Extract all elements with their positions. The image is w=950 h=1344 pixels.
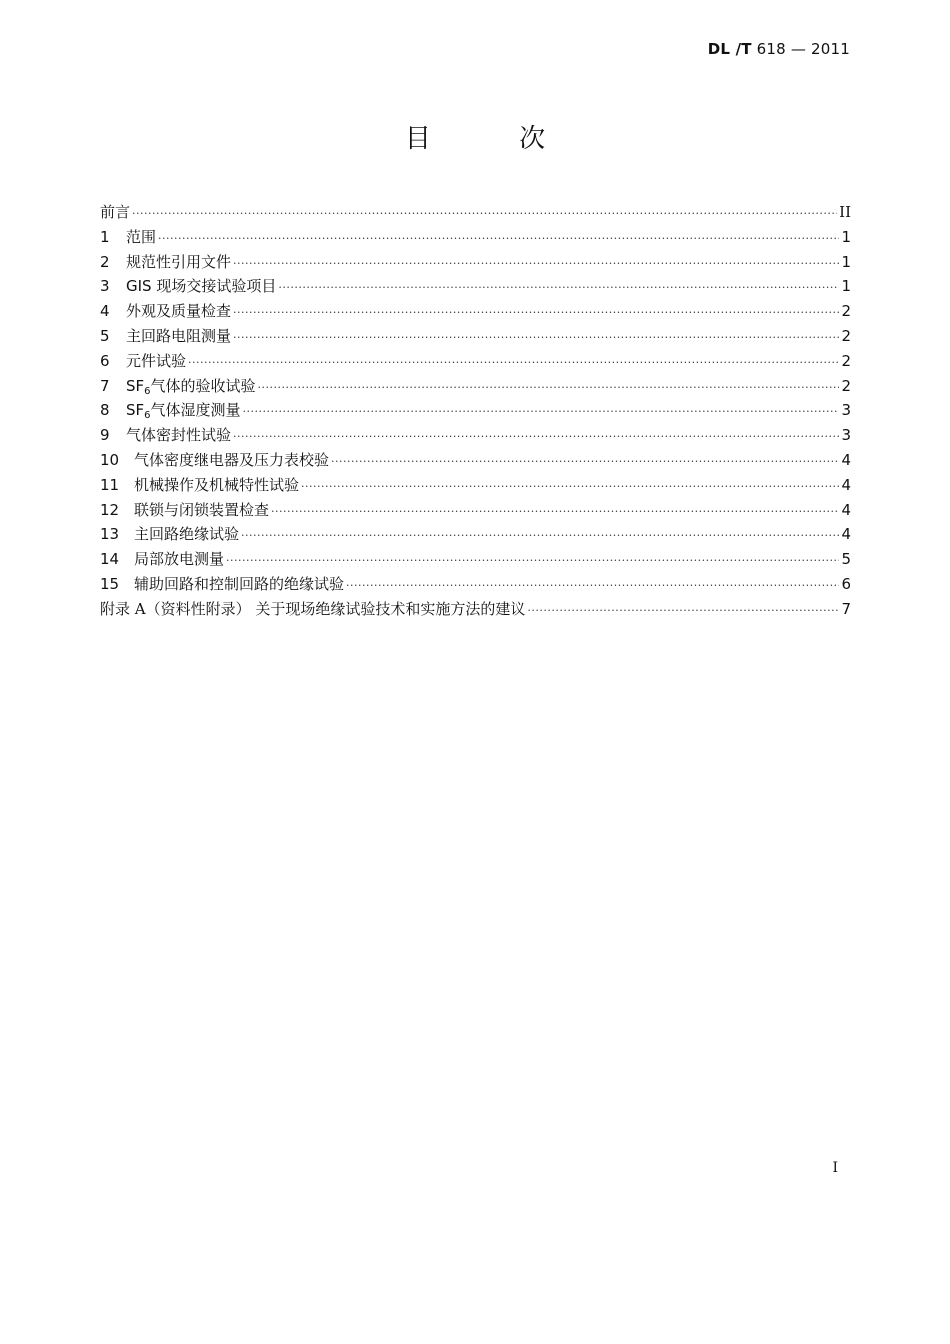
toc-entry-number: 4 xyxy=(100,302,110,321)
toc-entry-title xyxy=(134,572,344,597)
standard-prefix: DL /T xyxy=(707,40,752,58)
toc-entry-title xyxy=(134,498,269,523)
toc-entry-number: 14 xyxy=(100,550,120,569)
toc-entry-title-text: 主回路绝缘试验 xyxy=(134,525,240,544)
toc-dot-leader xyxy=(233,301,839,326)
toc-entry-number: 5 xyxy=(100,326,110,345)
toc-entry-number: 8 xyxy=(100,401,110,420)
toc-dot-leader xyxy=(271,500,839,525)
toc-entry-page: 3 xyxy=(841,401,851,420)
toc-entry-title xyxy=(134,448,329,473)
toc-entry[interactable] xyxy=(100,572,851,597)
toc-entry[interactable] xyxy=(100,324,851,349)
toc-entry-title xyxy=(126,274,276,299)
toc-entry-title-text: 外观及质量检查 xyxy=(126,302,232,321)
toc-entry-number: 12 xyxy=(100,500,120,519)
toc-dot-leader xyxy=(233,252,839,277)
toc-entry[interactable] xyxy=(100,250,851,275)
toc-entry-title xyxy=(126,398,241,423)
toc-entry-title-text: 气体的验收试验 xyxy=(150,376,256,395)
toc-entry-title-latin: SF xyxy=(126,376,145,395)
toc-dot-leader xyxy=(132,202,837,227)
toc-entry-number: 15 xyxy=(100,574,120,593)
toc-entry[interactable] xyxy=(100,200,851,225)
toc-entry-page: 4 xyxy=(841,500,851,519)
toc-entry[interactable] xyxy=(100,398,851,423)
toc-entry-title-latin: GIS xyxy=(126,277,152,296)
toc-entry-page: 3 xyxy=(841,426,851,445)
toc-entry-title xyxy=(134,547,224,572)
toc-dot-leader xyxy=(158,227,839,252)
page-number: I xyxy=(832,1160,838,1176)
toc-entry-title-text: 现场交接试验项目 xyxy=(151,277,277,296)
toc-entry[interactable] xyxy=(100,448,851,473)
toc-entry-title-text: 气体密封性试验 xyxy=(126,426,232,445)
toc-entry[interactable] xyxy=(100,473,851,498)
toc-entry[interactable] xyxy=(100,597,851,622)
toc-dot-leader xyxy=(233,425,839,450)
toc-entry-title-subscript: 6 xyxy=(144,385,151,397)
toc-dot-leader xyxy=(233,326,839,351)
toc-entry-title xyxy=(126,349,186,374)
toc-entry-title-text: 联锁与闭锁装置检查 xyxy=(134,500,270,519)
toc-entry-title-text: 机械操作及机械特性试验 xyxy=(134,475,300,494)
toc-entry-title-text: 范围 xyxy=(126,227,157,246)
toc-entry-page: 2 xyxy=(841,376,851,395)
toc-entry-title-text: 气体密度继电器及压力表校验 xyxy=(134,450,330,469)
page-title: 目 次 xyxy=(404,124,586,154)
toc-entry[interactable] xyxy=(100,374,851,399)
toc-entry-number: 2 xyxy=(100,252,110,271)
toc-entry-number: 6 xyxy=(100,351,110,370)
toc-entry-number: 11 xyxy=(100,475,120,494)
toc-entry-page: 1 xyxy=(841,277,851,296)
toc-entry[interactable] xyxy=(100,423,851,448)
toc-dot-leader xyxy=(243,400,840,425)
toc-entry-title xyxy=(126,225,156,250)
toc-entry[interactable] xyxy=(100,547,851,572)
toc-entry-title xyxy=(126,374,256,399)
toc-entry[interactable] xyxy=(100,498,851,523)
toc-entry-page: 6 xyxy=(841,574,851,593)
toc-entry[interactable] xyxy=(100,299,851,324)
toc-dot-leader xyxy=(188,351,839,376)
toc-entry-page: 2 xyxy=(841,326,851,345)
toc-entry-title xyxy=(100,200,130,225)
toc-entry-title-text: 规范性引用文件 xyxy=(126,252,232,271)
toc-entry[interactable] xyxy=(100,522,851,547)
toc-entry-title-latin: SF xyxy=(126,401,145,420)
toc-entry-title-text: 主回路电阻测量 xyxy=(126,326,232,345)
toc-dot-leader xyxy=(301,475,839,500)
toc-entry[interactable] xyxy=(100,274,851,299)
toc-entry-page: 2 xyxy=(841,351,851,370)
toc-entry-number: 7 xyxy=(100,376,110,395)
toc-entry-number: 9 xyxy=(100,426,110,445)
toc-entry-page: 7 xyxy=(841,599,851,618)
toc-entry-title-text: 气体湿度测量 xyxy=(150,401,241,420)
toc-dot-leader xyxy=(258,376,840,401)
toc-entry-title-text: 附录 A（资料性附录） 关于现场绝缘试验技术和实施方法的建议 xyxy=(100,599,526,618)
toc-entry-title xyxy=(126,423,231,448)
standard-code xyxy=(708,40,850,58)
toc-dot-leader xyxy=(278,276,839,301)
toc-entry-number: 10 xyxy=(100,450,120,469)
toc-entry-title xyxy=(126,324,231,349)
toc-dot-leader xyxy=(331,450,839,475)
toc-entry-number: 3 xyxy=(100,277,110,296)
table-of-contents xyxy=(100,200,851,622)
toc-entry-page: 5 xyxy=(841,550,851,569)
toc-entry-page: 4 xyxy=(841,475,851,494)
toc-dot-leader xyxy=(241,524,839,549)
toc-entry-title xyxy=(134,522,239,547)
toc-entry-number: 1 xyxy=(100,227,110,246)
toc-entry[interactable] xyxy=(100,349,851,374)
standard-number: 618 — 2011 xyxy=(756,40,850,58)
toc-entry-title xyxy=(126,299,231,324)
toc-dot-leader xyxy=(346,574,839,599)
toc-entry-title-text: 辅助回路和控制回路的绝缘试验 xyxy=(134,574,345,593)
toc-entry-page: 1 xyxy=(841,252,851,271)
toc-entry-title xyxy=(134,473,299,498)
toc-entry-title-text: 前言 xyxy=(100,203,131,221)
toc-dot-leader xyxy=(226,549,839,574)
toc-dot-leader xyxy=(527,599,839,624)
toc-entry-title-text: 局部放电测量 xyxy=(134,550,225,569)
toc-entry-title xyxy=(100,597,525,622)
toc-entry-page: II xyxy=(839,203,851,221)
toc-entry-page: 2 xyxy=(841,302,851,321)
toc-entry-page: 4 xyxy=(841,450,851,469)
toc-entry[interactable] xyxy=(100,225,851,250)
toc-entry-number: 13 xyxy=(100,525,120,544)
toc-entry-title-subscript: 6 xyxy=(144,410,151,422)
toc-entry-title-text: 元件试验 xyxy=(126,351,187,370)
toc-entry-page: 1 xyxy=(841,227,851,246)
toc-entry-page: 4 xyxy=(841,525,851,544)
toc-entry-title xyxy=(126,250,231,275)
